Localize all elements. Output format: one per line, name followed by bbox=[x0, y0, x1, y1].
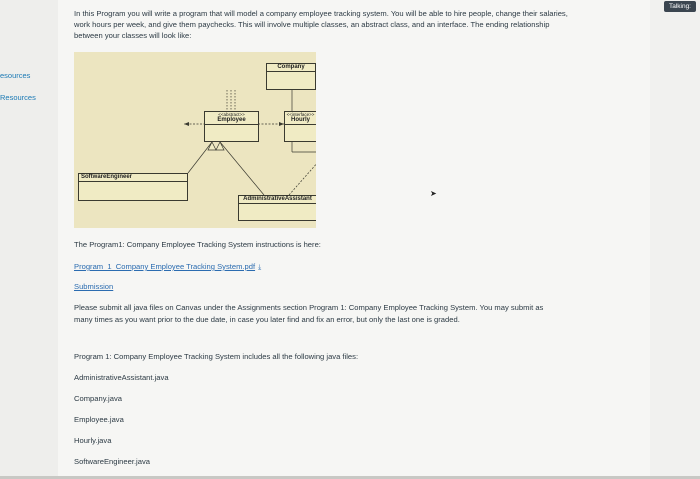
instructions-pdf-link[interactable]: Program_1_Company Employee Tracking System.pdf bbox=[74, 262, 256, 271]
uml-class-hourly-label: Hourly bbox=[285, 117, 316, 125]
submission-link[interactable]: Submission bbox=[74, 282, 114, 291]
file-item-company: Company.java bbox=[74, 394, 122, 403]
uml-class-administrativeassistant-label: AdministrativeAssistant bbox=[239, 196, 316, 204]
files-intro: Program 1: Company Employee Tracking System includes all the following java files: bbox=[74, 352, 359, 361]
file-item-hourly: Hourly.java bbox=[74, 436, 112, 445]
download-icon[interactable]: ⤓ bbox=[258, 264, 262, 271]
uml-class-company-label: Company bbox=[267, 64, 315, 72]
submission-heading bbox=[74, 282, 113, 291]
pdf-link-row bbox=[74, 262, 261, 272]
sidebar-item-resources[interactable]: Resources bbox=[0, 93, 36, 102]
uml-class-company bbox=[266, 63, 316, 90]
file-item-administrativeassistant: AdministrativeAssistant.java bbox=[74, 373, 169, 382]
course-sidebar bbox=[0, 0, 59, 479]
talking-badge: Talking: bbox=[664, 1, 696, 12]
uml-class-softwareengineer-label: SoftwareEngineer bbox=[79, 174, 187, 182]
instructions-text: The Program1: Company Employee Tracking System instructions is here: bbox=[74, 240, 321, 249]
file-item-employee: Employee.java bbox=[74, 415, 124, 424]
sidebar-item-resources-partial[interactable]: esources bbox=[0, 71, 31, 80]
uml-employee-stereotype: <<abstract>> bbox=[218, 112, 245, 117]
uml-class-administrativeassistant bbox=[238, 195, 316, 221]
uml-class-softwareengineer bbox=[78, 173, 188, 201]
main-content bbox=[58, 0, 650, 479]
uml-diagram bbox=[74, 52, 316, 228]
mouse-cursor-icon: ➤ bbox=[430, 189, 437, 198]
intro-paragraph: In this Program you will write a program that will model a company employee tracking system. You will be able to hire people, change their salaries, work hours per week, and give them paychecks. This will involve multiple classes, an abstract class, and an interface. The ending relationship between your classes will look like: bbox=[74, 9, 568, 41]
right-panel bbox=[650, 0, 700, 479]
uml-hourly-stereotype: <<interface>> bbox=[286, 112, 315, 117]
uml-class-hourly bbox=[284, 111, 316, 142]
file-item-softwareengineer: SoftwareEngineer.java bbox=[74, 457, 150, 466]
uml-class-employee bbox=[204, 111, 259, 142]
submission-paragraph: Please submit all java files on Canvas under the Assignments section Program 1: Company Employee Tracking System. You may submit as many times as you want prior to the due date, in case you later find and fix an error, but only the last one is graded. bbox=[74, 303, 544, 324]
uml-class-employee-label: Employee bbox=[205, 117, 258, 125]
